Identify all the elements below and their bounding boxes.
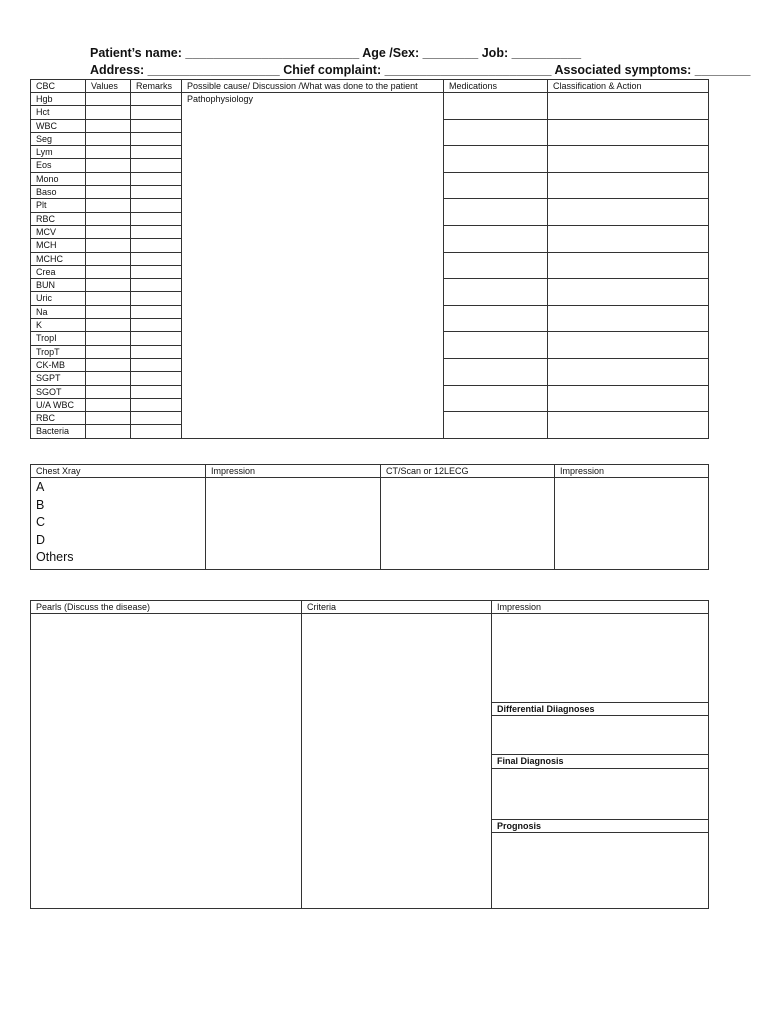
- imaging-body-row: [31, 478, 709, 570]
- lab-test-name: K: [31, 319, 86, 332]
- ct-impression-cell[interactable]: [555, 478, 709, 570]
- pearls-cell[interactable]: [31, 614, 302, 909]
- classification-action-cell[interactable]: [548, 146, 709, 173]
- lab-value-cell[interactable]: [86, 252, 131, 265]
- lab-remarks-cell[interactable]: [131, 212, 182, 225]
- medications-cell[interactable]: [444, 119, 548, 146]
- col-header-chest-xray: Chest Xray: [31, 465, 206, 478]
- lab-remarks-cell[interactable]: [131, 305, 182, 318]
- lab-results-table: [30, 79, 709, 439]
- lab-test-name: MCH: [31, 239, 86, 252]
- lab-value-cell[interactable]: [86, 239, 131, 252]
- impression-cell[interactable]: [492, 614, 709, 703]
- lab-test-name: TropT: [31, 345, 86, 358]
- lab-remarks-cell[interactable]: [131, 132, 182, 145]
- lab-test-name: Na: [31, 305, 86, 318]
- lab-value-cell[interactable]: [86, 305, 131, 318]
- lab-test-name: Bacteria: [31, 425, 86, 438]
- lab-remarks-cell[interactable]: [131, 239, 182, 252]
- lab-remarks-cell[interactable]: [131, 199, 182, 212]
- lab-remarks-cell[interactable]: [131, 186, 182, 199]
- lab-remarks-cell[interactable]: [131, 292, 182, 305]
- medications-cell[interactable]: [444, 172, 548, 199]
- letter-b: B: [36, 497, 45, 512]
- lab-test-name: Crea: [31, 265, 86, 278]
- criteria-cell[interactable]: [302, 614, 492, 909]
- lab-remarks-cell[interactable]: [131, 345, 182, 358]
- medications-cell[interactable]: [444, 252, 548, 279]
- lab-value-cell[interactable]: [86, 146, 131, 159]
- medications-cell[interactable]: [444, 358, 548, 385]
- lab-remarks-cell[interactable]: [131, 93, 182, 106]
- lab-remarks-cell[interactable]: [131, 358, 182, 371]
- final-diagnosis-label: Final Diagnosis: [492, 755, 709, 768]
- medications-cell[interactable]: [444, 305, 548, 332]
- lab-test-name: RBC: [31, 412, 86, 425]
- lab-value-cell[interactable]: [86, 292, 131, 305]
- lab-value-cell[interactable]: [86, 332, 131, 345]
- lab-remarks-cell[interactable]: [131, 225, 182, 238]
- differential-diagnoses-label: Differential Diiagnoses: [492, 703, 709, 716]
- letter-others: Others: [36, 550, 74, 564]
- table-row: [31, 93, 709, 106]
- lab-value-cell[interactable]: [86, 93, 131, 106]
- medications-cell[interactable]: [444, 225, 548, 252]
- lab-test-name: RBC: [31, 212, 86, 225]
- medications-cell[interactable]: [444, 93, 548, 120]
- lab-value-cell[interactable]: [86, 132, 131, 145]
- letter-a: A: [36, 480, 45, 494]
- ct-ecg-cell[interactable]: [381, 478, 555, 570]
- lab-remarks-cell[interactable]: [131, 319, 182, 332]
- col-header-impression-final: Impression: [492, 601, 709, 614]
- lab-test-name: SGOT: [31, 385, 86, 398]
- lab-value-cell[interactable]: [86, 425, 131, 438]
- col-header-discussion: Possible cause/ Discussion /What was done to the patient: [182, 80, 444, 93]
- pathophysiology-label: Pathophysiology: [187, 94, 254, 104]
- medications-cell[interactable]: [444, 412, 548, 439]
- lab-value-cell[interactable]: [86, 372, 131, 385]
- classification-action-cell[interactable]: [548, 119, 709, 146]
- lab-test-name: MCHC: [31, 252, 86, 265]
- xray-impression-cell[interactable]: [206, 478, 381, 570]
- lab-value-cell[interactable]: [86, 265, 131, 278]
- col-header-cbc: CBC: [31, 80, 86, 93]
- lab-value-cell[interactable]: [86, 358, 131, 371]
- lab-remarks-cell[interactable]: [131, 265, 182, 278]
- lab-value-cell[interactable]: [86, 119, 131, 132]
- lab-remarks-cell[interactable]: [131, 119, 182, 132]
- letter-c: C: [36, 515, 46, 529]
- lab-remarks-cell[interactable]: [131, 159, 182, 172]
- col-header-medications: Medications: [444, 80, 548, 93]
- lab-remarks-cell[interactable]: [131, 412, 182, 425]
- lab-value-cell[interactable]: [86, 172, 131, 185]
- lab-value-cell[interactable]: [86, 159, 131, 172]
- header-line-name-age-job: Patient’s name: _________________________ Age /Sex: ________ Job: __________: [90, 46, 582, 60]
- lab-remarks-cell[interactable]: [131, 106, 182, 119]
- classification-action-cell[interactable]: [548, 332, 709, 359]
- discussion-cell[interactable]: [182, 93, 444, 439]
- lab-test-name: WBC: [31, 119, 86, 132]
- lab-remarks-cell[interactable]: [131, 372, 182, 385]
- lab-remarks-cell[interactable]: [131, 172, 182, 185]
- lab-header-row: [31, 80, 709, 93]
- medications-cell[interactable]: [444, 385, 548, 412]
- lab-value-cell[interactable]: [86, 385, 131, 398]
- lab-test-name: Eos: [31, 159, 86, 172]
- differential-diagnoses-cell[interactable]: [492, 716, 709, 755]
- medications-cell[interactable]: [444, 332, 548, 359]
- letter-d: D: [36, 532, 46, 547]
- lab-value-cell[interactable]: [86, 398, 131, 411]
- xray-letters-cell[interactable]: [31, 478, 206, 570]
- classification-action-cell[interactable]: [548, 172, 709, 199]
- lab-test-name: CK-MB: [31, 358, 86, 371]
- medications-cell[interactable]: [444, 279, 548, 306]
- lab-remarks-cell[interactable]: [131, 279, 182, 292]
- lab-remarks-cell[interactable]: [131, 146, 182, 159]
- lab-test-name: Hgb: [31, 93, 86, 106]
- lab-value-cell[interactable]: [86, 345, 131, 358]
- classification-action-cell[interactable]: [548, 93, 709, 120]
- col-header-values: Values: [86, 80, 131, 93]
- lab-value-cell[interactable]: [86, 279, 131, 292]
- lab-remarks-cell[interactable]: [131, 425, 182, 438]
- lab-remarks-cell[interactable]: [131, 252, 182, 265]
- lab-test-name: SGPT: [31, 372, 86, 385]
- lab-value-cell[interactable]: [86, 225, 131, 238]
- lab-remarks-cell[interactable]: [131, 385, 182, 398]
- classification-action-cell[interactable]: [548, 279, 709, 306]
- lab-remarks-cell[interactable]: [131, 398, 182, 411]
- header-line-address-complaint: Address: ___________________ Chief complaint: ________________________ Associated symptoms: ________: [90, 63, 751, 77]
- lab-value-cell[interactable]: [86, 186, 131, 199]
- lab-test-name: Uric: [31, 292, 86, 305]
- col-header-remarks: Remarks: [131, 80, 182, 93]
- imaging-header-row: [31, 465, 709, 478]
- lab-test-name: U/A WBC: [31, 398, 86, 411]
- lab-test-name: Baso: [31, 186, 86, 199]
- lab-test-name: Lym: [31, 146, 86, 159]
- col-header-pearls: Pearls (Discuss the disease): [31, 601, 302, 614]
- lab-value-cell[interactable]: [86, 106, 131, 119]
- lab-test-name: MCV: [31, 225, 86, 238]
- col-header-impression-ct: Impression: [555, 465, 709, 478]
- col-header-impression-xray: Impression: [206, 465, 381, 478]
- lab-value-cell[interactable]: [86, 319, 131, 332]
- lab-test-name: Plt: [31, 199, 86, 212]
- lab-value-cell[interactable]: [86, 199, 131, 212]
- lab-value-cell[interactable]: [86, 412, 131, 425]
- prognosis-cell[interactable]: [492, 833, 709, 909]
- lab-test-name: Hct: [31, 106, 86, 119]
- classification-action-cell[interactable]: [548, 305, 709, 332]
- prognosis-label: Prognosis: [492, 819, 709, 832]
- lab-test-name: Mono: [31, 172, 86, 185]
- pearls-header-row: [31, 601, 709, 614]
- imaging-table: [30, 464, 709, 570]
- classification-action-cell[interactable]: [548, 385, 709, 412]
- lab-test-name: TropI: [31, 332, 86, 345]
- medications-cell[interactable]: [444, 199, 548, 226]
- classification-action-cell[interactable]: [548, 412, 709, 439]
- lab-test-name: Seg: [31, 132, 86, 145]
- lab-test-name: BUN: [31, 279, 86, 292]
- lab-remarks-cell[interactable]: [131, 332, 182, 345]
- lab-value-cell[interactable]: [86, 212, 131, 225]
- col-header-ct-ecg: CT/Scan or 12LECG: [381, 465, 555, 478]
- classification-action-cell[interactable]: [548, 199, 709, 226]
- col-header-criteria: Criteria: [302, 601, 492, 614]
- classification-action-cell[interactable]: [548, 252, 709, 279]
- medications-cell[interactable]: [444, 146, 548, 173]
- col-header-classification: Classification & Action: [548, 80, 709, 93]
- classification-action-cell[interactable]: [548, 358, 709, 385]
- pearls-table: [30, 600, 709, 909]
- final-diagnosis-cell[interactable]: [492, 768, 709, 819]
- classification-action-cell[interactable]: [548, 225, 709, 252]
